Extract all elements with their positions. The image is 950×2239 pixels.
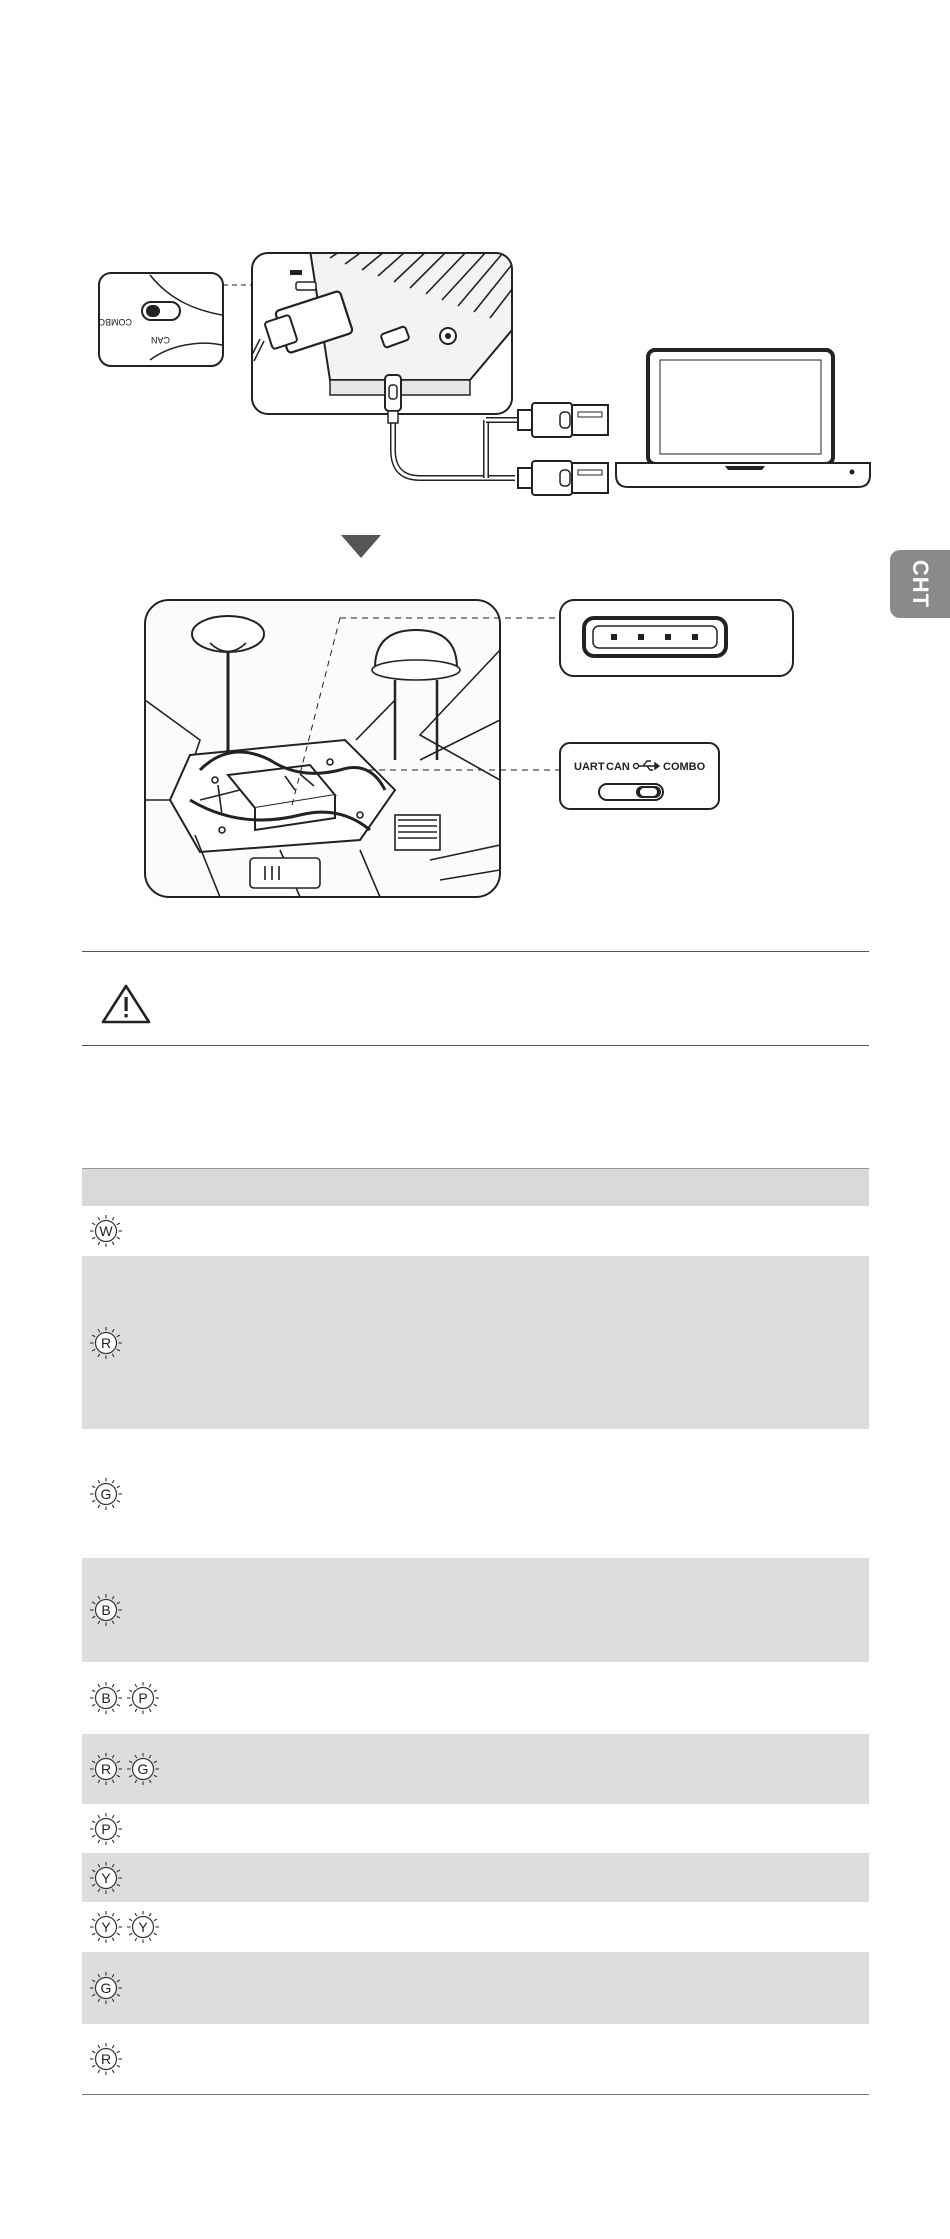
table-row [82,1853,869,1902]
led-indicator-icon [89,1681,123,1715]
led-letter: Y [101,1919,111,1935]
table-row [82,1902,869,1952]
drone-inset [145,600,500,897]
led-indicator-icon [126,1681,160,1715]
led-letter: P [101,1820,111,1837]
led-indicator-icon [126,1910,160,1944]
led-status-table [82,1168,869,2094]
led-letter: R [100,1334,112,1351]
led-indicator-icon [89,1477,123,1511]
led-letter: G [137,1761,149,1777]
led-indicator-icon [89,1861,123,1895]
connection-diagram [0,0,950,920]
mode-switch-callout [560,743,719,809]
down-triangle-icon [341,535,381,558]
warning-triangle-icon [100,984,152,1024]
table-row [82,1429,869,1558]
svg-text:CAN: CAN [150,335,170,345]
led-letter: G [100,1485,112,1502]
table-row [82,1662,869,1734]
table-bottom-rule [82,2094,869,2095]
led-letter: G [100,1980,112,1996]
table-header [82,1168,869,1206]
table-row [82,1558,869,1662]
language-tab-label: CHT [908,559,933,609]
led-letter: R [100,1761,112,1777]
led-letter: Y [138,1919,148,1935]
led-letter: R [100,2051,112,2067]
led-letter: Y [101,1869,111,1886]
led-indicator-icon [89,1971,123,2005]
led-indicator-icon [89,1752,123,1786]
switch-inset [98,273,223,366]
svg-text:COMBO: COMBO [97,317,132,327]
uart-label: UART [574,761,605,773]
caution-box [82,951,869,1046]
led-indicator-icon [89,1593,123,1627]
laptop-illustration [616,350,870,487]
language-tab [890,550,950,618]
led-indicator-icon [126,1752,160,1786]
led-letter: B [101,1602,111,1618]
led-letter: W [99,1223,113,1239]
led-indicator-icon [89,1326,123,1360]
table-row [82,1804,869,1853]
table-row [82,1952,869,2024]
led-letter: P [138,1690,148,1706]
led-indicator-icon [89,2042,123,2076]
table-row [82,1734,869,1804]
usb-port-callout [560,600,793,676]
led-indicator-icon [89,1812,123,1846]
led-letter: B [101,1690,111,1706]
table-row [82,1206,869,1256]
combo-label: COMBO [663,761,706,773]
table-row [82,2024,869,2094]
table-row [82,1256,869,1429]
can-label: CAN [606,761,630,773]
led-indicator-icon [89,1910,123,1944]
led-indicator-icon [89,1214,123,1248]
